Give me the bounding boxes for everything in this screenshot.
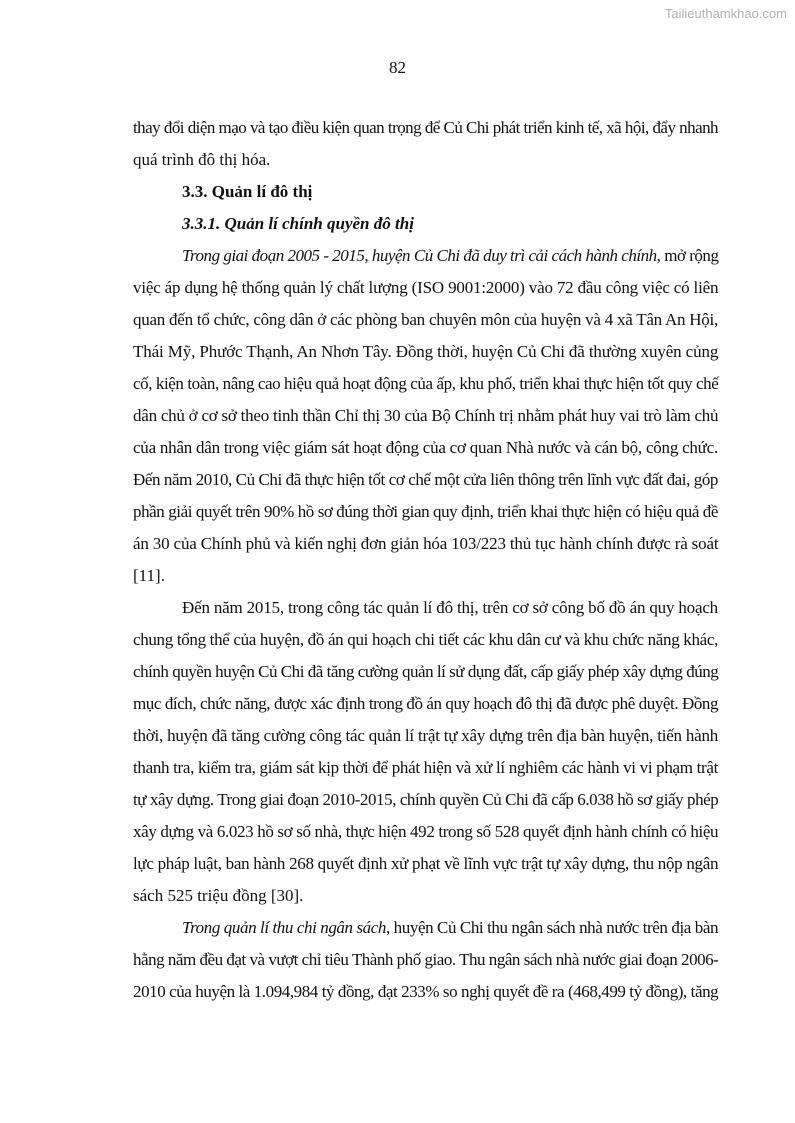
text-line: phần giải quyết trên 90% hồ sơ đúng thời gian quy định, triển khai thực hiện có hiệu quả đề <box>133 502 719 521</box>
text-span: , mở rộng <box>656 246 719 265</box>
text-line: [11]. <box>133 566 165 585</box>
text-span: , huyện Củ Chi thu ngân sách nhà nước trên địa bàn <box>385 918 719 937</box>
text-line <box>182 917 718 939</box>
text-line: Đến năm 2010, Củ Chi đã thực hiện tốt cơ chế một cửa liên thông trên lĩnh vực đất đai, góp <box>133 470 718 489</box>
text-line: 2010 của huyện là 1.094,984 tỷ đồng, đạt 233% so nghị quyết đề ra (468,499 tỷ đồng), tăng <box>133 982 719 1001</box>
text-line: xây dựng và 6.023 hồ sơ số nhà, thực hiện 492 trong số 528 quyết định hành chính có hiệu <box>133 822 719 841</box>
watermark: Tailieuthamkhao.com <box>664 6 787 21</box>
page-number: 82 <box>389 58 406 77</box>
text-line: Thái Mỹ, Phước Thạnh, An Nhơn Tây. Đồng thời, huyện Củ Chi đã thường xuyên củng <box>133 342 719 361</box>
text-line: chung tổng thể của huyện, đồ án qui hoạch chi tiết các khu dân cư và khu chức năng khác, <box>133 630 718 649</box>
text-line: thời, huyện đã tăng cường công tác quản lí trật tự xây dựng trên địa bàn huyện, tiến hành <box>133 726 718 745</box>
text-line: thanh tra, kiểm tra, giám sát kịp thời để phát hiện và xử lí nghiêm các hành vi vi phạm trật <box>133 758 718 777</box>
text-line: chính quyền huyện Củ Chi đã tăng cường quản lí sử dụng đất, cấp giấy phép xây dựng đúng <box>133 662 719 681</box>
text-line: án 30 của Chính phủ và kiến nghị đơn giản hóa 103/223 thủ tục hành chính được rà soát <box>133 534 719 553</box>
text-line: sách 525 triệu đồng [30]. <box>133 886 304 905</box>
text-line: quan đến tổ chức, công dân ở các phòng ban chuyên môn của huyện và 4 xã Tân An Hội, <box>133 310 718 329</box>
text-line: của nhân dân trong việc giám sát hoạt động của cơ quan Nhà nước và cán bộ, công chức. <box>133 438 718 457</box>
text-line: việc áp dụng hệ thống quản lý chất lượng (ISO 9001:2000) vào 72 đầu công việc có liên <box>133 278 719 297</box>
text-line: hằng năm đều đạt và vượt chỉ tiêu Thành phố giao. Thu ngân sách nhà nước giai đoạn 2006- <box>133 950 719 969</box>
text-line: dân chủ ở cơ sở theo tinh thần Chỉ thị 30 của Bộ Chính trị nhằm phát huy vai trò làm chủ <box>133 406 719 425</box>
italic-span: Trong giai đoạn 2005 - 2015, huyện Củ Chi đã duy trì cải cách hành chính <box>182 246 657 265</box>
text-line <box>182 245 718 267</box>
italic-span: Trong quản lí thu chi ngân sách <box>182 918 386 937</box>
text-line: Đến năm 2015, trong công tác quản lí đô thị, trên cơ sở công bố đồ án quy hoạch <box>182 598 718 617</box>
text-line: thay đổi diện mạo và tạo điều kiện quan trọng để Củ Chi phát triển kinh tế, xã hội, đẩy nhanh <box>133 118 718 137</box>
text-line: quá trình đô thị hóa. <box>133 150 271 169</box>
subsection-heading: 3.3.1. Quản lí chính quyền đô thị <box>182 214 414 233</box>
text-line: cố, kiện toàn, nâng cao hiệu quả hoạt động của ấp, khu phố, triển khai thực hiện tốt quy chế <box>133 374 719 393</box>
text-line: mục đích, chức năng, được xác định trong đồ án quy hoạch đô thị đã được phê duyệt. Đồng <box>133 694 719 713</box>
text-line: lực pháp luật, ban hành 268 quyết định xử phạt về lĩnh vực trật tự xây dựng, thu nộp ngân <box>133 854 719 873</box>
text-line: tự xây dựng. Trong giai đoạn 2010-2015, chính quyền Củ Chi đã cấp 6.038 hồ sơ giấy phép <box>133 790 719 809</box>
section-heading: 3.3. Quản lí đô thị <box>182 182 313 201</box>
